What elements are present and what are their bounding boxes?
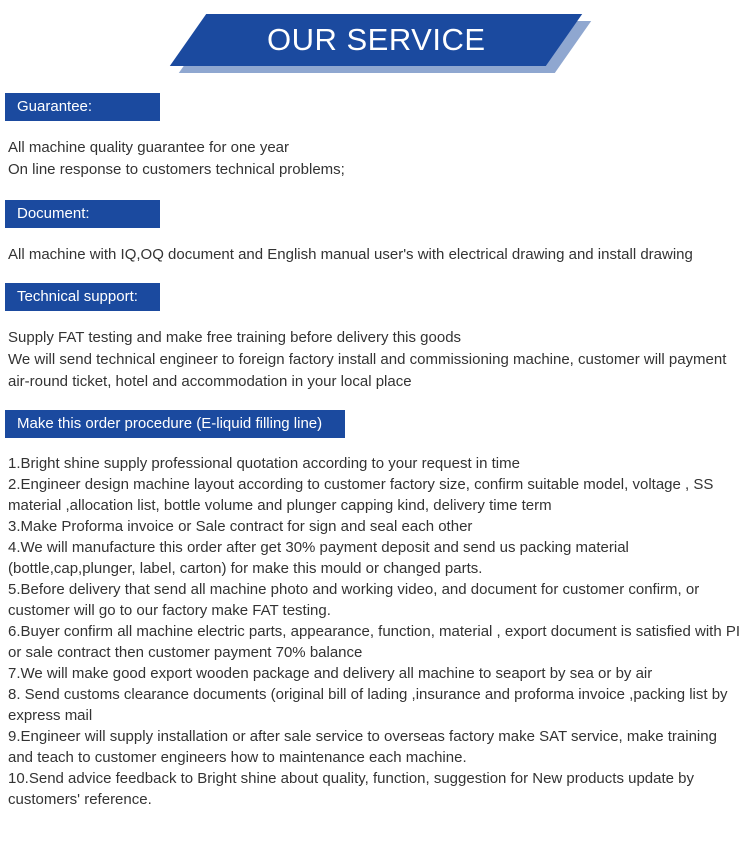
procedure-item: 2.Engineer design machine layout according to customer factory size, confirm suitable model, voltage , SS material ,allocation list, bottle volume and plunger capping kind, delivery time term: [8, 476, 714, 514]
service-banner: [0, 0, 750, 80]
procedure-item: 7.We will make good export wooden package and delivery all machine to seaport by sea or by air: [8, 665, 653, 682]
section-text-document: [8, 244, 744, 266]
procedure-item: 1.Bright shine supply professional quotation according to your request in time: [8, 455, 520, 472]
section-text-guarantee: [8, 137, 744, 181]
section-label-technical-support: Technical support:: [5, 283, 160, 311]
section-label-guarantee: Guarantee:: [5, 93, 160, 121]
technical-support-paragraph: Supply FAT testing and make free training before delivery this goods: [8, 329, 462, 346]
banner-parallelogram: [170, 14, 582, 66]
guarantee-paragraph: On line response to customers technical problems;: [8, 161, 345, 178]
procedure-item: 10.Send advice feedback to Bright shine about quality, function, suggestion for New products update by customers' reference.: [8, 770, 694, 808]
procedure-item: 4.We will manufacture this order after get 30% payment deposit and send us packing material (bottle,cap,plunger, label, carton) for make this mould or changed parts.: [8, 539, 629, 577]
order-procedure-list: [8, 453, 746, 810]
guarantee-paragraph: All machine quality guarantee for one year: [8, 139, 290, 156]
section-label-document: Document:: [5, 200, 160, 228]
procedure-item: 6.Buyer confirm all machine electric parts, appearance, function, material , export document is satisfied with PI or sale contract then customer payment 70% balance: [8, 623, 741, 661]
procedure-item: 5.Before delivery that send all machine photo and working video, and document for customer confirm, or customer will go to our factory make FAT testing.: [8, 581, 700, 619]
procedure-item: 3.Make Proforma invoice or Sale contract for sign and seal each other: [8, 518, 473, 535]
technical-support-paragraph: We will send technical engineer to foreign factory install and commissioning machine, customer will payment air-round ticket, hotel and accommodation in your local place: [8, 351, 727, 390]
document-paragraph: All machine with IQ,OQ document and English manual user's with electrical drawing and install drawing: [8, 246, 693, 263]
procedure-item: 9.Engineer will supply installation or after sale service to overseas factory make SAT service, make training and teach to customer engineers how to maintenance each machine.: [8, 728, 717, 766]
procedure-item: 8. Send customs clearance documents (original bill of lading ,insurance and proforma invoice ,packing list by express mail: [8, 686, 728, 724]
banner-title: OUR SERVICE: [266, 22, 486, 57]
section-label-order-procedure: Make this order procedure (E-liquid filling line): [5, 410, 345, 438]
section-text-technical-support: [8, 327, 744, 393]
